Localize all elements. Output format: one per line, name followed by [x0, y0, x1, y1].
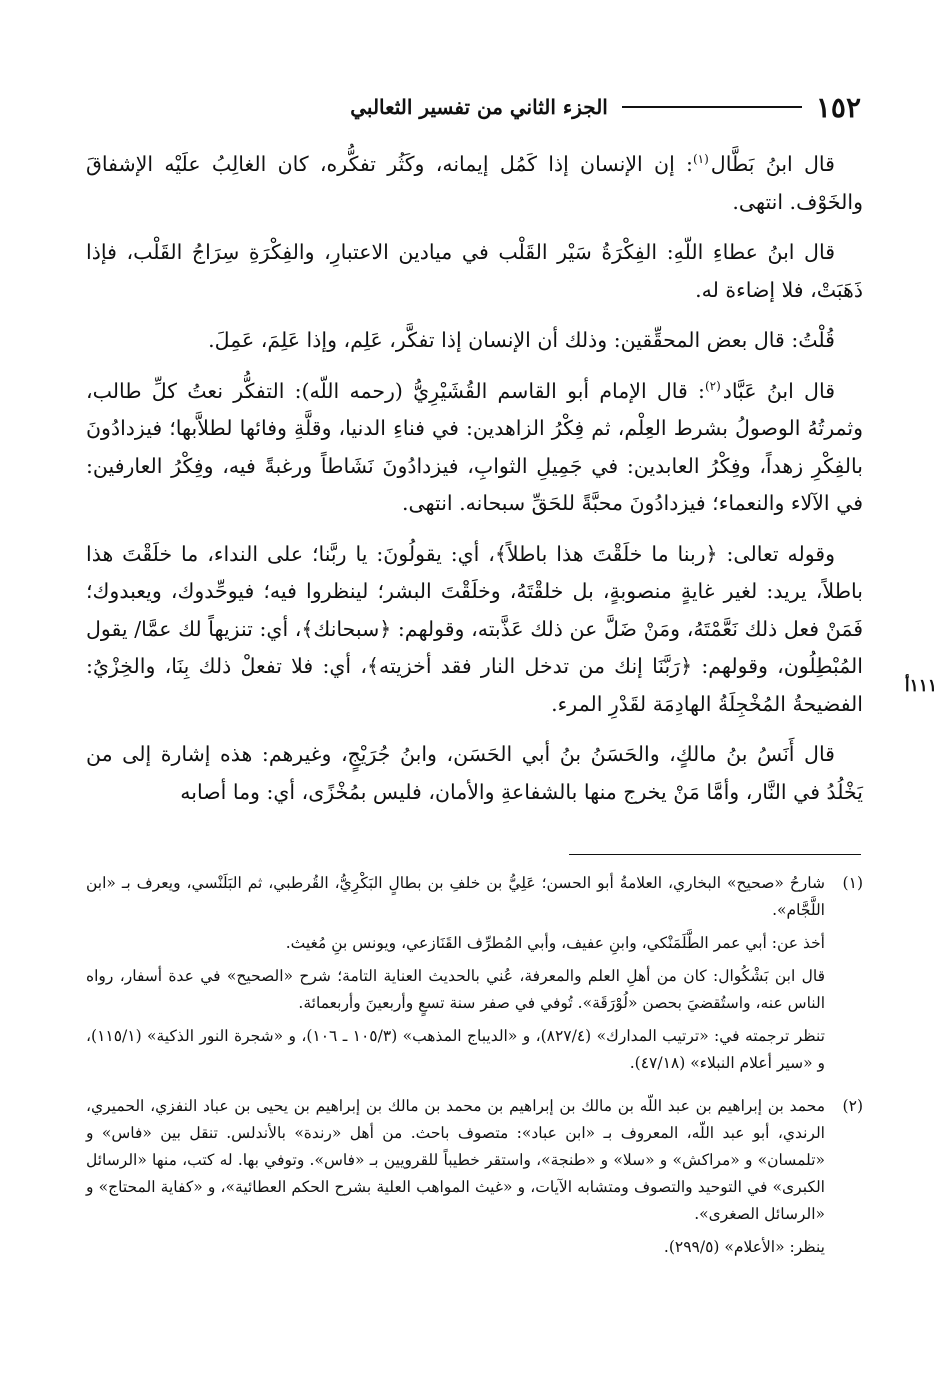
paragraph-text: : إن الإنسان إذا كَمُل إيمانه، وكَثُر تفكُّره، كان الغالِبُ علَيْه الإشفاقَ والخَوْف. انتهى. — [86, 152, 863, 214]
paragraph-text: : قال الإمام أبو القاسم القُشَيْرِيُّ (رحمه اللّه): التفكُّر نعتُ كلِّ طالب، وثمرتُهُ الوصولُ بشرط العِلْم، ثم فِكْرُ الزاهدين: في فناءِ الدنيا، وقلَّةِ وفائها لطلاَّبها؛ فيزدادُونَ بالفِكْرِ زهداً، وفِكْرُ العابدين: في جَمِيلِ الثوابِ، فيزدادُونَ نَشَاطاً ورغبةً فيه، وفِكْرُ العارفين: في الآلاء والنعماء؛ فيزدادُونَ محبَّةً للحَقِّ سبحانه. انتهى. — [86, 378, 863, 515]
page-number: ١٥٢ — [815, 90, 861, 124]
footnote-line: ينظر: «الأعلام» (٢٩٩/٥). — [663, 1238, 825, 1256]
footnotes — [86, 870, 863, 1277]
running-title: الجزء الثاني من تفسير الثعالبي — [350, 95, 608, 119]
footnote-number: (٢) — [842, 1097, 863, 1115]
footnote-2 — [86, 1093, 863, 1267]
footnote-line: تنظر ترجمته في: «ترتيب المدارك» (٨٢٧/٤)، و «الديباج المذهب» (١٠٥/٣ ـ ١٠٦)، و «شجرة النور الذكية» (١١٥/١)، و «سير أعلام النبلاء» (٤٧/١٨). — [86, 1027, 825, 1072]
page-header — [88, 86, 861, 128]
manuscript-folio-marker: ١١١أ — [904, 676, 937, 696]
footnote-line: قال ابن بَشْكُوال: كان من أهلِ العلم والمعرفة، عُني بالحديث العناية التامة؛ شرح «الصحيح» في عدة أسفار، رواه الناس عنه، واستُقضيَ بحصن «لُوْرَقَة». تُوفي في صفر سنة تسعٍ وأربعينَ وأربعمائة. — [86, 967, 825, 1012]
paragraph-anas-ibn-malik — [86, 736, 863, 811]
footnote-line: شارحُ «صحيح» البخاري، العلامةُ أبو الحسن؛ عَلِيُّ بن خلفِ بن بطالٍ البَكْرِيُّ، القُرطبي، ثم البَلَنْسي، ويعرف بـ «ابن اللَّجَّام». — [86, 874, 825, 919]
paragraph-text: وقوله تعالى: ﴿ربنا ما خلَقْتَ هذا باطلاً﴾، أي: يقولُونَ: يا ربَّنا؛ على النداء، ما خلَقْتَ هذا باطلاً، يريد: لغير غايةٍ منصوبةٍ، بل خلقْتَهُ، وخلَقْتَ البشر؛ لينظروا فيه؛ فيوحِّدوك، ويعبدوك؛ فَمَنْ فعل ذلك نَعَّمْتَهُ، ومَنْ ضَلَّ عن ذلك عَذَّبته، وقولهم: ﴿سبحانك﴾، أي: تنزيهاً لك عمَّا/ يقول المُبْطِلُون، وقولهم: ﴿رَبَّنَا إنك من تدخل النار فقد أخزيته﴾، أي: فلا تفعلْ ذلك بِنَا، والخِزْيُ: الفضيحةُ المُخْجِلَةُ الهادِمَة لقَدْرِ المرء. — [86, 541, 863, 716]
footnote-line: محمد بن إبراهيم بن عبد اللّه بن مالك بن إبراهيم بن محمد بن مالك بن إبراهيم بن يحيى بن عباد النفزي، الحميري، الرندي، أبو عبد اللّه، المعروف بـ «ابن عباد»: متصوف باحث. من أهل «رندة» بالأندلس. تنقل بين «فاس» و «تلمسان» و «مراكش» و «سلا» و «طنجة»، واستقر خطيباً للقرويين بـ «فاس». وتوفي بها. له كتب، منها «الرسائل الكبرى» في التوحيد والتصوف ومتشابه الآيات، و «غيث المواهب العلية بشرح الحكم العطائية»، و «كفاية المحتاج» و «الرسائل الصغرى». — [86, 1097, 825, 1223]
paragraph-text: قال ابنُ عطاءِ اللّهِ: الفِكْرَةُ سَيْر القَلْب في ميادين الاعتبارِ، والفِكْرَةِ سِرَاجُ القَلْب، فإذا ذَهَبَتْ، فلا إضاءة له. — [86, 240, 863, 302]
footnote-1 — [86, 870, 863, 1083]
paragraph-text: قُلْتُ: قال بعض المحقِّقين: وذلك أن الإنسان إذا تفكَّر، عَلِم، وإذا عَلِمَ، عَمِلَ. — [208, 328, 835, 352]
paragraph-text: قال أَنَسُ بنُ مالكٍ، والحَسَنُ بنُ أبي الحَسَن، وابنُ جُرَيْجٍ، وغيرهم: هذه إشارة إلى من يَخْلُدُ في النَّار، وأمَّا مَنْ يخرج منها بالشفاعةِ والأمان، فليس بمُخْزًى، أي: وما أصابه — [86, 742, 863, 804]
footnote-body — [86, 1093, 825, 1267]
main-text — [86, 146, 863, 824]
paragraph-ibn-abbad — [86, 373, 863, 523]
paragraph-ibn-battal — [86, 146, 863, 221]
paragraph-verse-commentary — [86, 536, 863, 724]
paragraph-ibn-ataillah — [86, 234, 863, 309]
footnote-ref-2[interactable]: (٢) — [704, 378, 721, 393]
footnote-ref-1[interactable]: (١) — [692, 152, 709, 167]
paragraph-text: قال ابنُ عَبَّاد — [722, 378, 836, 403]
header-rule — [622, 106, 802, 108]
footnote-line: أخذ عن: أبي عمر الطَّلَمَنْكي، وابنِ عفيف، وأبي المُطرِّف القَنَازعي، ويونس بنِ مُغيث. — [285, 934, 825, 952]
paragraph-qultu — [86, 322, 863, 360]
footnote-number: (١) — [842, 874, 863, 892]
paragraph-text: قال ابنُ بَطَّال — [710, 152, 835, 176]
footnote-body — [86, 870, 825, 1083]
footnote-separator — [569, 854, 861, 855]
